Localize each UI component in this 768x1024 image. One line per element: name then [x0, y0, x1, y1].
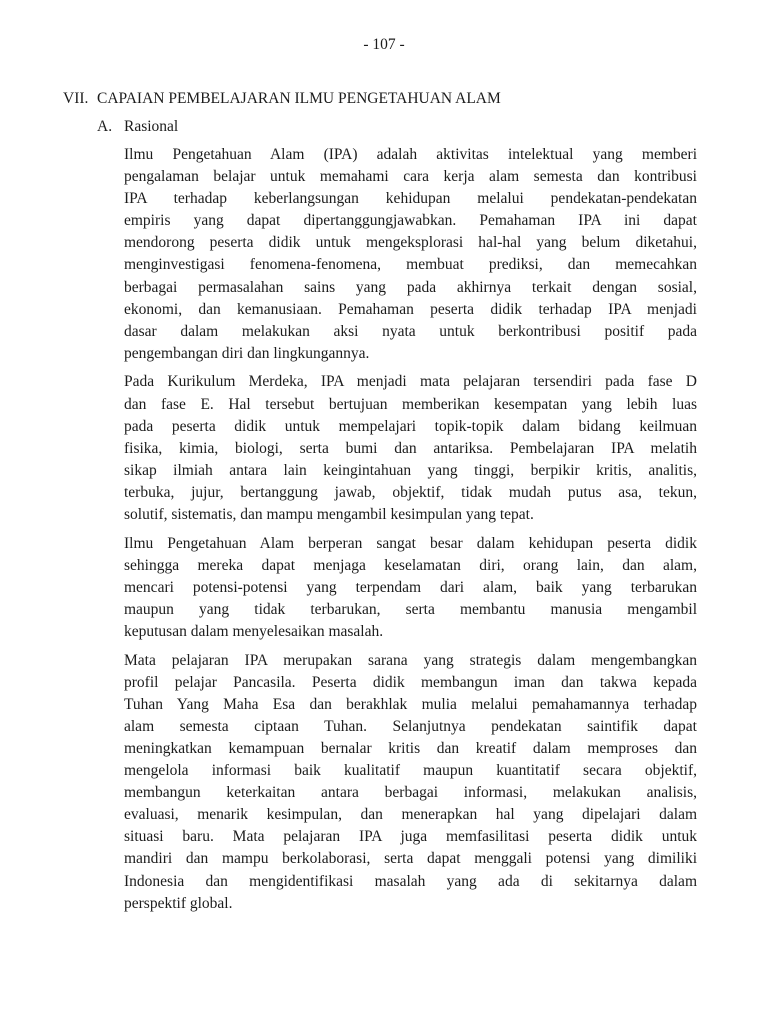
paragraph-line: mencari potensi-potensi yang terpendam dari alam, baik yang terbarukan — [124, 578, 697, 596]
paragraph-line: Ilmu Pengetahuan Alam (IPA) adalah aktivitas intelektual yang memberi — [124, 146, 697, 163]
paragraph-line: ekonomi, dan kemanusiaan. Pemahaman peserta didik terhadap IPA menjadi — [124, 300, 697, 318]
paragraph-line: pada peserta didik untuk mempelajari topik-topik dalam bidang keilmuan — [124, 417, 697, 435]
paragraph-line: Mata pelajaran IPA merupakan sarana yang strategis dalam mengembangkan — [124, 651, 697, 669]
page-number: - 107 - — [363, 36, 405, 53]
paragraph-line: terbuka, jujur, bertanggung jawab, objektif, tidak mudah putus asa, tekun, — [124, 483, 697, 501]
paragraph-line: mengelola informasi baik kualitatif maupun kuantitatif secara objektif, — [124, 762, 697, 780]
paragraph — [124, 144, 697, 365]
paragraph-line: mendorong peserta didik untuk mengeksplorasi hal-hal yang belum diketahui, — [124, 234, 697, 252]
paragraph-line: menginvestigasi fenomena-fenomena, membuat prediksi, dan memecahkan — [124, 256, 697, 274]
paragraph-line: meningkatkan kemampuan bernalar kritis dan kreatif dalam memproses dan — [124, 739, 697, 757]
paragraph — [124, 650, 697, 915]
paragraph-line: Tuhan Yang Maha Esa dan berakhlak mulia melalui pemahamannya terhadap — [124, 695, 697, 713]
paragraph-line: perspektif global. — [124, 894, 233, 912]
paragraph-line: pengalaman belajar untuk memahami cara kerja alam semesta dan kontribusi — [124, 168, 697, 186]
paragraph-line: sikap ilmiah antara lain keingintahuan yang tinggi, berpikir kritis, analitis, — [124, 461, 697, 479]
paragraph — [124, 371, 697, 526]
paragraph-line: fisika, kimia, biologi, serta bumi dan antariksa. Pembelajaran IPA melatih — [124, 439, 697, 457]
paragraph-line: berbagai permasalahan sains yang pada akhirnya terkait dengan sosial, — [124, 278, 697, 296]
paragraph-line: Indonesia dan mengidentifikasi masalah yang ada di sekitarnya dalam — [124, 872, 697, 890]
subsection-heading — [97, 116, 397, 138]
paragraph-line: situasi baru. Mata pelajaran IPA juga memfasilitasi peserta didik untuk — [124, 828, 697, 846]
paragraph-line: IPA terhadap keberlangsungan kehidupan melalui pendekatan-pendekatan — [124, 190, 697, 208]
paragraph-line: empiris yang dapat dipertanggungjawabkan. Pemahaman IPA ini dapat — [124, 212, 697, 230]
section-number: VII. — [63, 90, 89, 107]
paragraph-line: dasar dalam melakukan aksi nyata untuk berkontribusi positif pada — [124, 322, 697, 340]
paragraph-line: Pada Kurikulum Merdeka, IPA menjadi mata pelajaran tersendiri pada fase D — [124, 373, 697, 391]
section-heading — [63, 88, 703, 110]
paragraph-line: keputusan dalam menyelesaikan masalah. — [124, 622, 384, 640]
paragraph-line: evaluasi, menarik kesimpulan, dan menerapkan hal yang dipelajari dalam — [124, 806, 697, 824]
paragraph-line: solutif, sistematis, dan mampu mengambil kesimpulan yang tepat. — [124, 506, 534, 523]
paragraph-line: sehingga mereka dapat menjaga keselamatan diri, orang lain, dan alam, — [124, 556, 697, 574]
paragraph-line: alam semesta ciptaan Tuhan. Selanjutnya pendekatan saintifik dapat — [124, 717, 697, 735]
subsection-number: A. — [97, 118, 113, 135]
paragraph-line: membangun keterkaitan antara berbagai informasi, melakukan analisis, — [124, 784, 697, 802]
paragraph-line: mandiri dan mampu berkolaborasi, serta dapat menggali potensi yang dimiliki — [124, 850, 697, 868]
subsection-title: Rasional — [124, 118, 179, 135]
paragraph-line: maupun yang tidak terbarukan, serta membantu manusia mengambil — [124, 600, 697, 618]
paragraph-line: dan fase E. Hal tersebut bertujuan memberikan kesempatan yang lebih luas — [124, 395, 697, 413]
paragraph-line: profil pelajar Pancasila. Peserta didik membangun iman dan takwa kepada — [124, 673, 697, 691]
paragraph — [124, 533, 697, 643]
section-title: CAPAIAN PEMBELAJARAN ILMU PENGETAHUAN ALAM — [97, 90, 501, 107]
paragraph-line: pengembangan diri dan lingkungannya. — [124, 344, 370, 362]
body-text — [124, 144, 697, 921]
paragraph-line: Ilmu Pengetahuan Alam berperan sangat besar dalam kehidupan peserta didik — [124, 534, 697, 552]
